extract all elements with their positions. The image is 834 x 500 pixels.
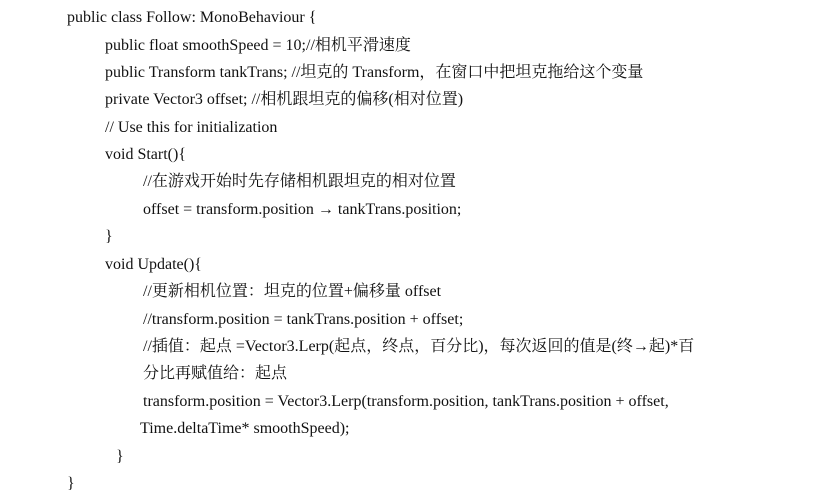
code-line-class-close: } <box>67 475 75 492</box>
code-line-lerp-assign: transform.position = Vector3.Lerp(transform.position, tankTrans.position + offset, <box>143 393 669 410</box>
code-line-class-declaration: public class Follow: MonoBehaviour { <box>67 9 317 26</box>
code-line-comment-init: // Use this for initialization <box>105 119 278 136</box>
code-line-start: void Start(){ <box>105 146 186 163</box>
code-line-commented-assign: //transform.position = tankTrans.position + offset; <box>143 311 464 328</box>
code-line-update-close: } <box>116 448 124 465</box>
code-line-start-close: } <box>105 228 113 245</box>
code-line-lerp-comment-cont: 分比再赋值给：起点 <box>143 365 288 382</box>
code-line-lerp-comment: //插值：起点 =Vector3.Lerp(起点，终点，百分比)，每次返回的值是(终→起)*百 <box>143 338 695 355</box>
code-line-lerp-assign-cont: Time.deltaTime* smoothSpeed); <box>140 420 350 437</box>
code-line-update: void Update(){ <box>105 256 202 273</box>
code-line-update-comment: //更新相机位置：坦克的位置+偏移量 offset <box>143 283 442 300</box>
code-line-smooth-speed: public float smoothSpeed = 10;//相机平滑速度 <box>105 37 411 54</box>
code-line-start-comment: //在游戏开始时先存储相机跟坦克的相对位置 <box>143 173 456 190</box>
code-line-offset-assign: offset = transform.position → tankTrans.position; <box>143 201 462 218</box>
code-line-tank-trans: public Transform tankTrans; //坦克的 Transform，在窗口中把坦克拖给这个变量 <box>105 64 644 81</box>
code-line-offset: private Vector3 offset; //相机跟坦克的偏移(相对位置) <box>105 91 464 108</box>
